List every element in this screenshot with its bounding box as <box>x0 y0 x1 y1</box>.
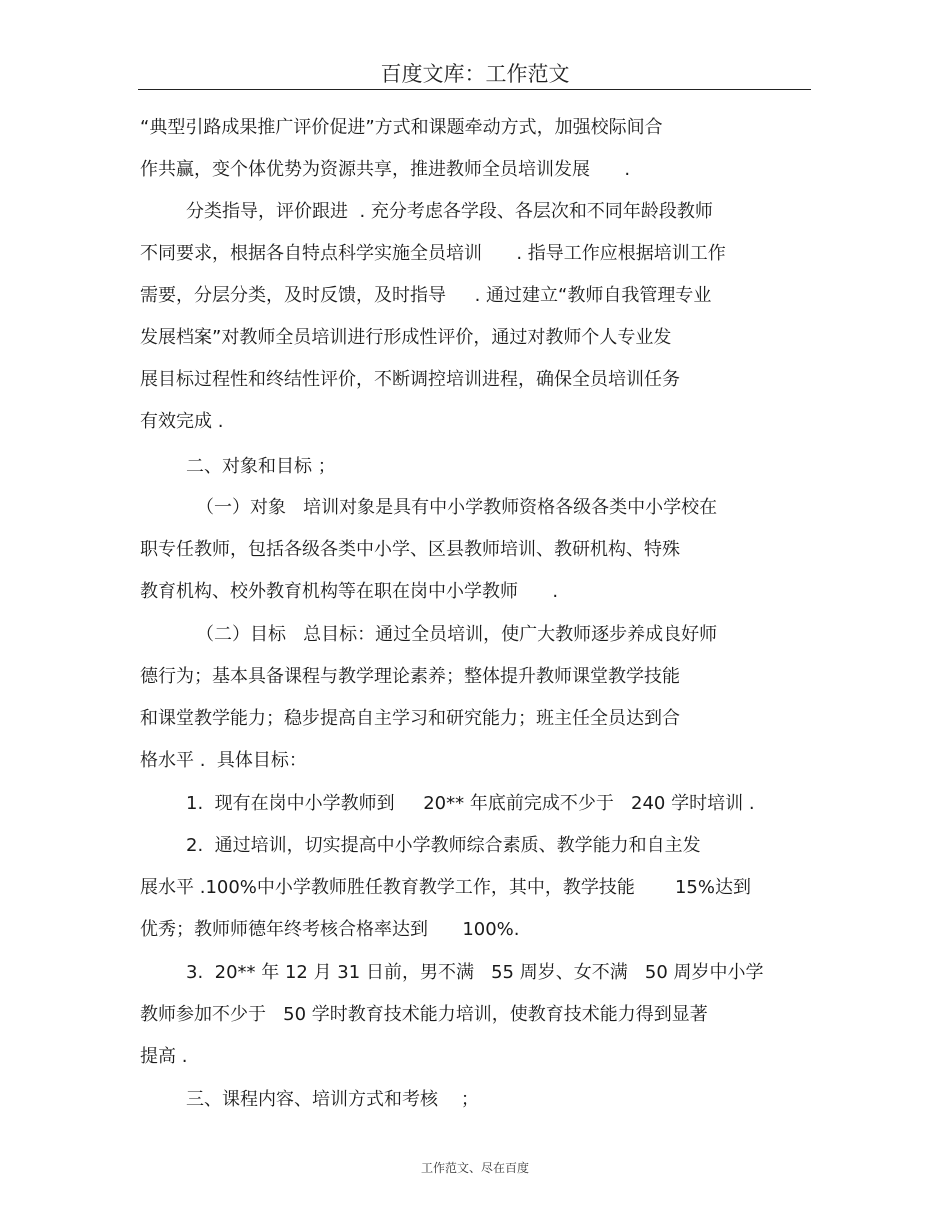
section-heading: 二、对象和目标 ； <box>186 456 336 477</box>
body-line: （二）目标 总目标：通过全员培训，使广大教师逐步养成良好师 <box>196 624 718 645</box>
body-line: 教育机构、校外教育机构等在职在岗中小学教师 . <box>140 581 559 602</box>
body-line: 提高 . <box>140 1046 188 1067</box>
body-line: 发展档案”对教师全员培训进行形成性评价，通过对教师个人专业发 <box>140 327 672 348</box>
body-line: 展目标过程性和终结性评价，不断调控培训进程，确保全员培训任务 <box>140 369 680 390</box>
list-item: 3. 20** 年 12 月 31 日前，男不满 55 周岁、女不满 50 周岁中小学 <box>186 962 764 983</box>
body-line: 优秀；教师师德年终考核合格率达到 100%. <box>140 919 520 940</box>
body-line: 教师参加不少于 50 学时教育技术能力培训，使教育技术能力得到显著 <box>140 1004 708 1025</box>
list-item: 1. 现有在岗中小学教师到 20** 年底前完成不少于 240 学时培训 . <box>186 793 755 814</box>
list-item: 2. 通过培训，切实提高中小学教师综合素质、教学能力和自主发 <box>186 835 701 856</box>
page-header-title: 百度文库：工作范文 <box>380 62 570 86</box>
body-line: 不同要求，根据各自特点科学实施全员培训 . 指导工作应根据培训工作 <box>140 243 726 264</box>
body-line: 和课堂教学能力；稳步提高自主学习和研究能力；班主任全员达到合 <box>140 708 680 729</box>
body-line: （一）对象 培训对象是具有中小学教师资格各级各类中小学校在 <box>196 497 718 518</box>
body-line: “典型引路成果推广评价促进”方式和课题牵动方式，加强校际间合 <box>140 117 663 138</box>
body-line: 需要，分层分类，及时反馈，及时指导 . 通过建立“教师自我管理专业 <box>140 285 712 306</box>
header-divider <box>138 89 811 90</box>
body-line: 有效完成 . <box>140 411 224 432</box>
body-line: 德行为；基本具备课程与教学理论素养；整体提升教师课堂教学技能 <box>140 666 680 687</box>
body-line: 职专任教师，包括各级各类中小学、区县教师培训、教研机构、特殊 <box>140 539 680 560</box>
section-heading: 三、课程内容、培训方式和考核 ； <box>186 1089 479 1110</box>
body-line: 分类指导，评价跟进 . 充分考虑各学段、各层次和不同年龄段教师 <box>186 201 713 222</box>
body-line: 作共赢，变个体优势为资源共享，推进教师全员培训发展 . <box>140 159 631 180</box>
page-footer: 工作范文、尽在百度 <box>420 1161 529 1175</box>
body-line: 展水平 .100%中小学教师胜任教育教学工作，其中，教学技能 15%达到 <box>140 877 751 898</box>
body-line: 格水平 . 具体目标： <box>140 750 307 771</box>
